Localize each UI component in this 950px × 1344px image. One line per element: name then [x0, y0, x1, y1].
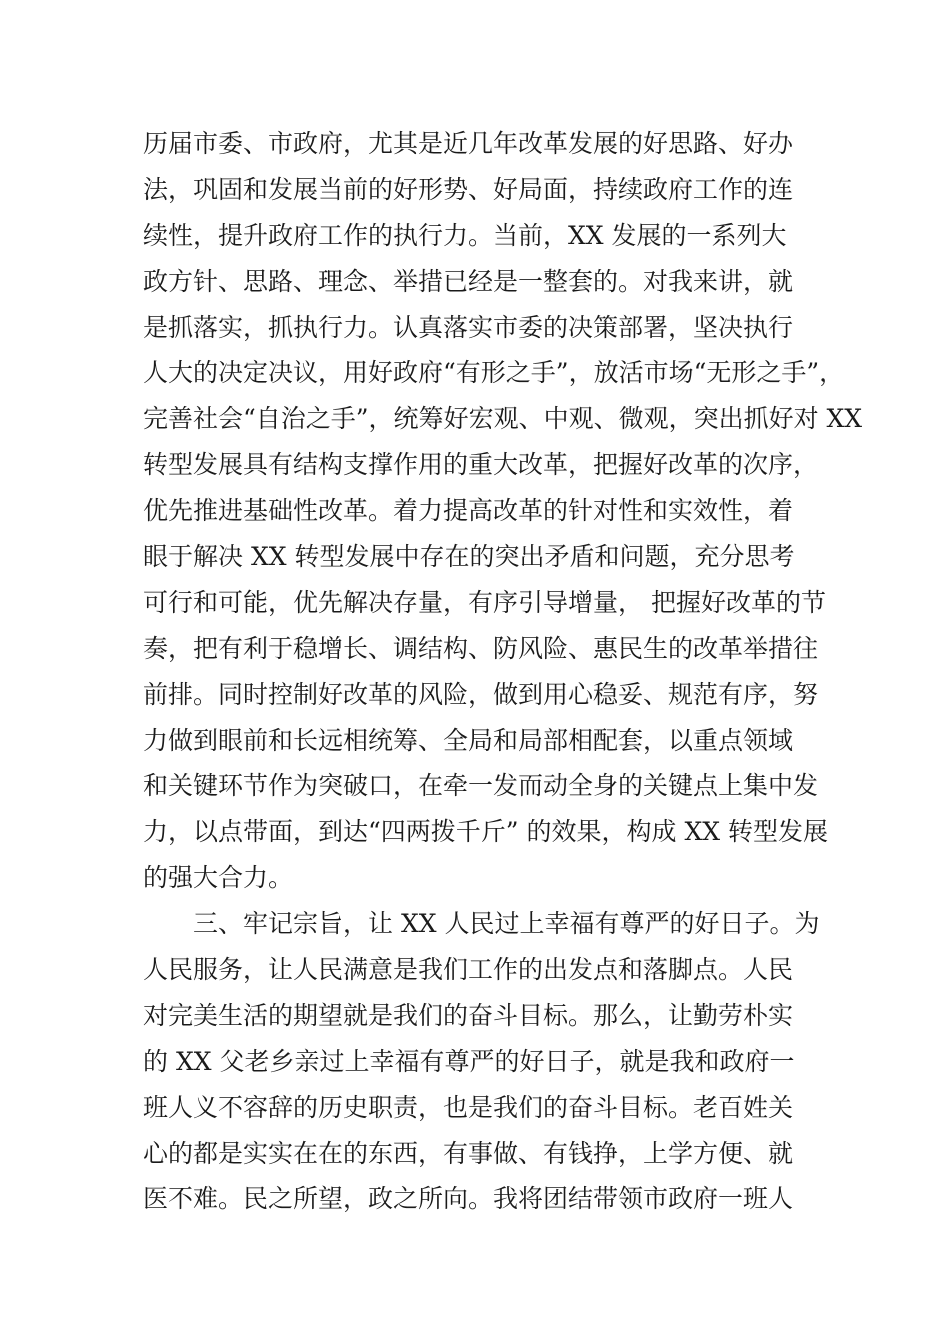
text-line: 可行和可能，优先解决存量，有序引导增量， 把握好改革的节: [143, 587, 826, 617]
text-line: 续性，提升政府工作的执行力。当前，XX 发展的一系列大: [143, 220, 787, 250]
section-heading-line: 三、牢记宗旨，让 XX 人民过上幸福有尊严的好日子。为: [193, 909, 820, 939]
text-line: 医不难。民之所望，政之所向。我将团结带领市政府一班人: [143, 1184, 794, 1214]
text-line: 是抓落实，抓执行力。认真落实市委的决策部署，坚决执行: [143, 312, 794, 342]
text-line: 转型发展具有结构支撑作用的重大改革，把握好改革的次序，: [143, 450, 819, 480]
text-line: 班人义不容辞的历史职责，也是我们的奋斗目标。老百姓关: [143, 1092, 794, 1122]
text-line: 力做到眼前和长远相统筹、全局和局部相配套，以重点领域: [143, 725, 794, 755]
text-line: 前排。同时控制好改革的风险，做到用心稳妥、规范有序，努: [143, 679, 819, 709]
text-line: 人大的决定决议，用好政府“有形之手”，放活市场“无形之手”，: [143, 358, 845, 388]
text-line: 优先推进基础性改革。着力提高改革的针对性和实效性，着: [143, 496, 794, 526]
body-text: [143, 121, 863, 1222]
text-line: 眼于解决 XX 转型发展中存在的突出矛盾和问题，充分思考: [143, 542, 795, 572]
text-line: 力，以点带面，到达“四两拨千斤” 的效果，构成 XX 转型发展: [143, 817, 828, 847]
text-line: 的强大合力。: [143, 863, 294, 893]
text-line: 奏，把有利于稳增长、调结构、防风险、惠民生的改革举措往: [143, 633, 819, 663]
text-line: 和关键环节作为突破口，在牵一发而动全身的关键点上集中发: [143, 771, 819, 801]
text-line: 政方针、思路、理念、举措已经是一整套的。对我来讲，就: [143, 266, 794, 296]
text-line: 心的都是实实在在的东西，有事做、有钱挣，上学方便、就: [143, 1138, 794, 1168]
text-line: 完善社会“自治之手”，统筹好宏观、中观、微观，突出抓好对 XX: [143, 404, 863, 434]
text-line: 的 XX 父老乡亲过上幸福有尊严的好日子，就是我和政府一: [143, 1046, 795, 1076]
text-line: 历届市委、市政府，尤其是近几年改革发展的好思路、好办: [143, 129, 794, 158]
text-line: 人民服务，让人民满意是我们工作的出发点和落脚点。人民: [143, 955, 794, 985]
text-line: 对完美生活的期望就是我们的奋斗目标。那么，让勤劳朴实: [143, 1000, 794, 1030]
text-line: 法，巩固和发展当前的好形势、好局面，持续政府工作的连: [143, 174, 794, 204]
